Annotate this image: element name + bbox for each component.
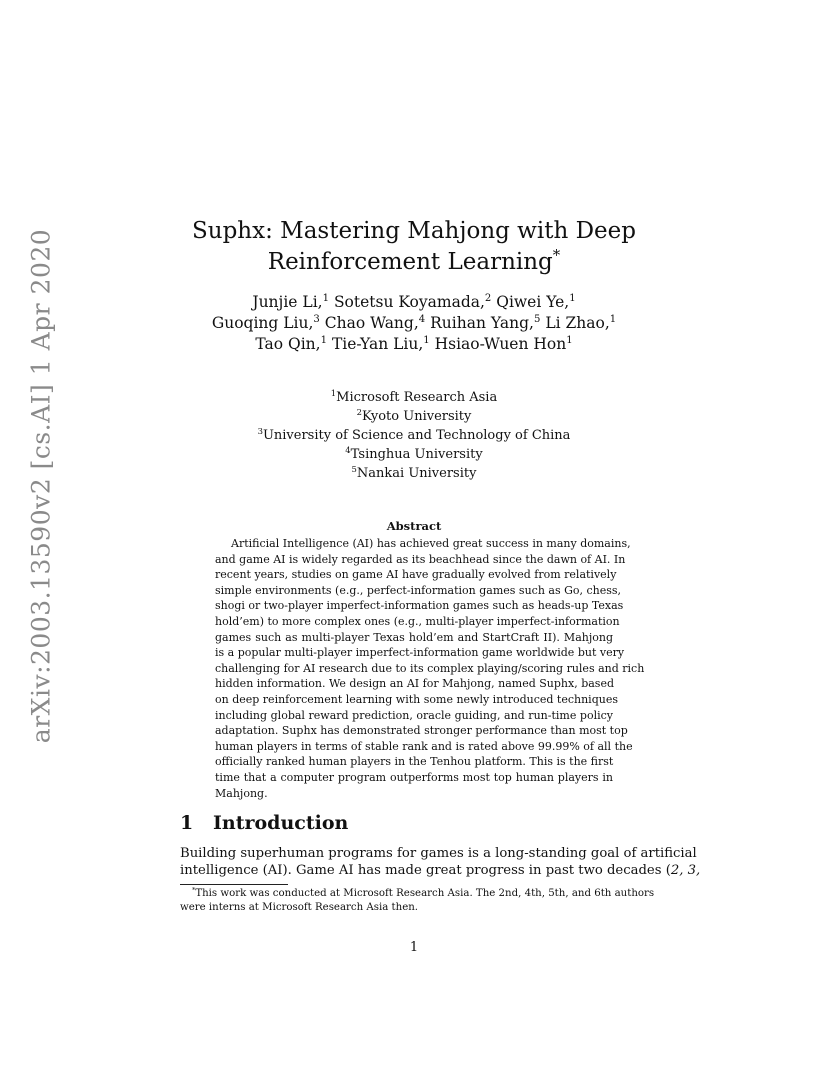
affiliation (0, 445, 828, 464)
abstract-line: games such as multi-player Texas hold’em and StartCraft II). Mahjong (215, 630, 613, 644)
abstract-line: challenging for AI research due to its complex playing/scoring rules and rich (215, 661, 645, 675)
title-line-2 (0, 247, 828, 278)
section-number: 1 (180, 812, 194, 834)
title-line-2-text: Reinforcement Learning (267, 249, 553, 275)
abstract-line: Artificial Intelligence (AI) has achieved great success in many domains, (231, 537, 631, 550)
author-name: Qiwei Ye, (496, 293, 570, 311)
abstract-line: Mahjong. (215, 786, 268, 800)
citation: 2, 3, (670, 863, 701, 878)
abstract-line: including global reward prediction, oracle guiding, and run-time policy (215, 708, 613, 722)
abstract-line: adaptation. Suphx has demonstrated stronger performance than most top (215, 724, 628, 738)
affiliation (0, 426, 828, 445)
footnote-mark: * (192, 886, 196, 895)
author-line-1 (0, 292, 828, 313)
author-affiliation-mark: 1 (566, 334, 573, 346)
author-name: Junjie Li, (252, 293, 323, 311)
abstract-line: shogi or two-player imperfect-information games such as heads-up Texas (215, 599, 624, 613)
footnote (180, 886, 655, 914)
title-footnote-mark: * (552, 246, 561, 265)
abstract-body (215, 536, 645, 801)
author-affiliation-mark: 1 (320, 334, 327, 346)
author-affiliation-mark: 1 (609, 313, 617, 325)
author-affiliation-mark: 1 (569, 292, 576, 304)
abstract-line: officially ranked human players in the Tenhou platform. This is the first (215, 755, 614, 769)
abstract-line: hold’em) to more complex ones (e.g., multi-player imperfect-information (215, 614, 620, 628)
affiliation-mark: 4 (345, 444, 351, 455)
abstract-line: is a popular multi-player imperfect-information game worldwide but very (215, 646, 625, 660)
affiliation (0, 388, 828, 407)
author-name: Tao Qin, (255, 335, 321, 353)
title-line-1: Suphx: Mastering Mahjong with Deep (192, 218, 636, 244)
author-affiliation-mark: 3 (313, 313, 320, 325)
author-affiliation-mark: 2 (484, 292, 492, 304)
author-affiliation-mark: 1 (322, 292, 329, 304)
section-title: Introduction (213, 812, 349, 834)
abstract-line: on deep reinforcement learning with some newly introduced techniques (215, 692, 618, 706)
affiliation (0, 464, 828, 483)
author-list (0, 292, 828, 355)
author-name: Sotetsu Koyamada, (333, 293, 485, 311)
intro-paragraph (180, 845, 701, 879)
affiliation-mark: 3 (257, 425, 263, 436)
footnote-line (180, 886, 655, 901)
affiliation-mark: 2 (356, 406, 362, 417)
affiliation (0, 407, 828, 426)
abstract-heading: Abstract (386, 519, 442, 533)
author-affiliation-mark: 1 (423, 334, 430, 346)
section-heading (180, 812, 348, 834)
affiliation-name: Microsoft Research Asia (336, 390, 498, 405)
author-affiliation-mark: 4 (418, 313, 426, 325)
author-line-3 (0, 334, 828, 355)
abstract-line: human players in terms of stable rank and is rated above 99.99% of all the (215, 739, 633, 753)
abstract-line: time that a computer program outperforms most top human players in (215, 770, 613, 784)
arxiv-identifier: arXiv:2003.13590v2 [cs.AI] 1 Apr 2020 (26, 228, 56, 744)
abstract-line: and game AI is widely regarded as its beachhead since the dawn of AI. In (215, 552, 626, 566)
author-line-2 (0, 313, 828, 334)
abstract-line: hidden information. We design an AI for Mahjong, named Suphx, based (215, 677, 615, 691)
footnote-text: This work was conducted at Microsoft Research Asia. The 2nd, 4th, 5th, and 6th authors (195, 888, 655, 899)
affiliation-name: Nankai University (356, 466, 477, 481)
author-name: Guoqing Liu, (211, 314, 314, 332)
affiliation-mark: 5 (351, 463, 357, 474)
affiliation-name: Kyoto University (362, 409, 472, 424)
author-name: Ruihan Yang, (430, 314, 534, 332)
footnote-divider (180, 884, 288, 885)
paper-title (0, 216, 828, 278)
author-name: Li Zhao, (545, 314, 610, 332)
body-line (180, 862, 701, 879)
affiliation-name: Tsinghua University (350, 447, 483, 462)
page-number: 1 (409, 940, 419, 955)
author-name: Chao Wang, (324, 314, 419, 332)
affiliation-list (0, 388, 828, 483)
abstract-line: recent years, studies on game AI have gradually evolved from relatively (215, 568, 617, 582)
author-name: Hsiao-Wuen Hon (434, 335, 567, 353)
author-affiliation-mark: 5 (533, 313, 541, 325)
affiliation-mark: 1 (330, 387, 337, 398)
affiliation-name: University of Science and Technology of China (262, 428, 571, 443)
footnote-line: were interns at Microsoft Research Asia then. (180, 901, 419, 913)
abstract-line: simple environments (e.g., perfect-information games such as Go, chess, (215, 583, 622, 597)
author-name: Tie-Yan Liu, (331, 335, 424, 353)
body-line-text: intelligence (AI). Game AI has made great progress in past two decades ( (180, 863, 671, 878)
body-line: Building superhuman programs for games is a long-standing goal of artificial (180, 846, 697, 861)
